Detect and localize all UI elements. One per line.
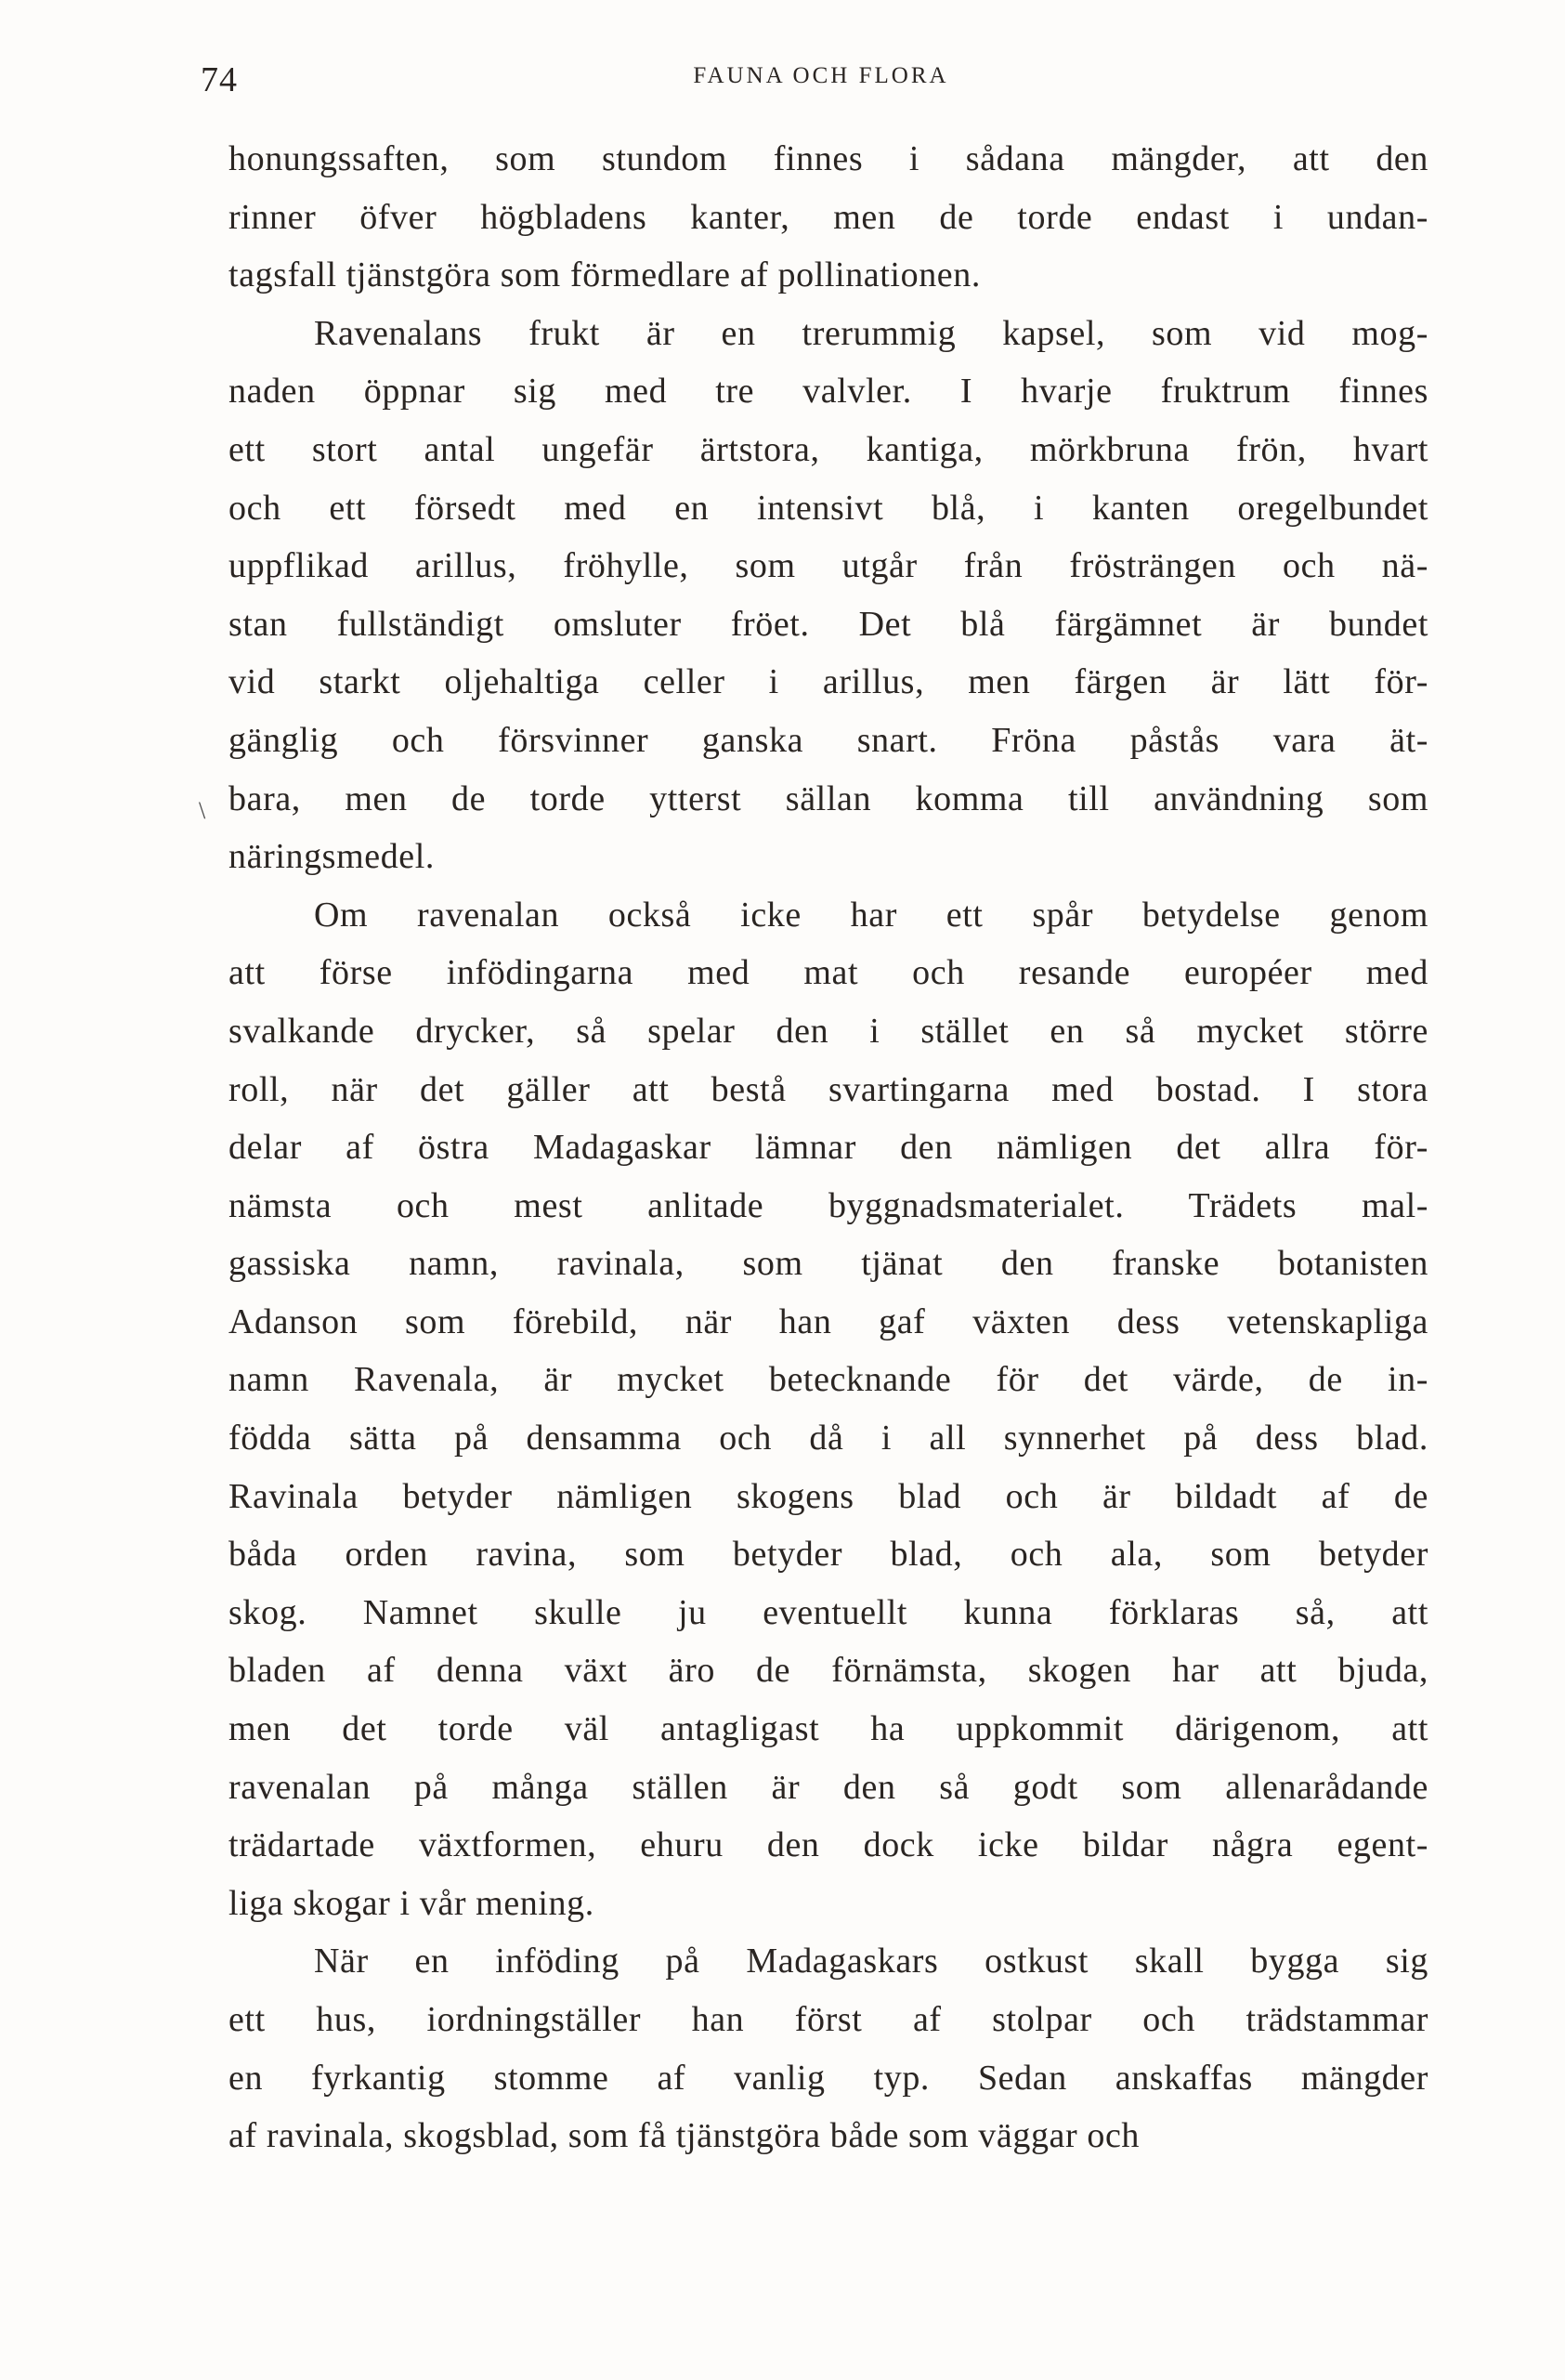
- page-header: [201, 59, 1441, 97]
- text-line: ett hus, iordningställer han först af stolpar och trädstammar: [228, 2000, 1428, 2039]
- text-line: af ravinala, skogsblad, som få tjänstgöra både som väggar och: [228, 2116, 1141, 2156]
- text-line: gänglig och försvinner ganska snart. Fröna påstås vara ät-: [228, 720, 1428, 760]
- running-head: FAUNA OCH FLORA: [693, 63, 949, 88]
- text-line: bladen af denna växt äro de förnämsta, skogen har att bjuda,: [228, 1651, 1428, 1691]
- text-line: Ravenalans frukt är en trerummig kapsel, som vid mog-: [314, 313, 1428, 353]
- text-line: Om ravenalan också icke har ett spår betydelse genom: [314, 895, 1428, 935]
- text-line: trädartade växtformen, ehuru den dock icke bildar några egent-: [228, 1825, 1428, 1865]
- text-line: Ravinala betyder nämligen skogens blad och är bildadt af de: [228, 1476, 1428, 1516]
- paragraph: [228, 305, 1428, 886]
- text-line: näringsmedel.: [228, 837, 436, 877]
- text-line: ett stort antal ungefär ärtstora, kantiga, mörkbruna frön, hvart: [228, 429, 1428, 469]
- margin-mark: \: [199, 797, 206, 824]
- text-line: födda sätta på densamma och då i all synnerhet på dess blad.: [228, 1419, 1428, 1458]
- text-line: rinner öfver högbladens kanter, men de torde endast i undan-: [228, 197, 1428, 237]
- text-line: naden öppnar sig med tre valvler. I hvarje fruktrum finnes: [228, 372, 1428, 412]
- page-number: 74: [201, 60, 238, 99]
- text-line: svalkande drycker, så spelar den i stället en så mycket större: [228, 1011, 1428, 1051]
- text-line: delar af östra Madagaskar lämnar den nämligen det allra för-: [228, 1128, 1428, 1168]
- text-line: tagsfall tjänstgöra som förmedlare af pollinationen.: [228, 255, 981, 295]
- text-line: båda orden ravina, som betyder blad, och ala, som betyder: [228, 1535, 1428, 1575]
- text-line: bara, men de torde ytterst sällan komma till användning som: [228, 778, 1428, 818]
- text-line: När en inföding på Madagaskars ostkust skall bygga sig: [314, 1942, 1428, 1981]
- text-line: uppflikad arillus, fröhylle, som utgår från frösträngen och nä-: [228, 546, 1428, 586]
- text-line: honungssaften, som stundom finnes i sådana mängder, att den: [228, 139, 1428, 178]
- paragraph: [228, 1932, 1428, 2164]
- text-line: en fyrkantig stomme af vanlig typ. Sedan anskaffas mängder: [228, 2058, 1428, 2098]
- text-line: vid starkt oljehaltiga celler i arillus, men färgen är lätt för-: [228, 662, 1428, 702]
- text-line: Adanson som förebild, när han gaf växten dess vetenskapliga: [228, 1301, 1428, 1341]
- text-line: men det torde väl antagligast ha uppkommit därigenom, att: [228, 1709, 1428, 1749]
- text-line: nämsta och mest anlitade byggnadsmaterialet. Trädets mal-: [228, 1185, 1428, 1225]
- body-text: [228, 130, 1428, 2165]
- text-line: liga skogar i vår mening.: [228, 1883, 594, 1923]
- text-line: namn Ravenala, är mycket betecknande för det värde, de in-: [228, 1360, 1428, 1400]
- text-line: stan fullständigt omsluter fröet. Det blå färgämnet är bundet: [228, 604, 1428, 644]
- paragraph: [228, 130, 1428, 305]
- text-line: ravenalan på många ställen är den så godt som allenarådande: [228, 1767, 1428, 1807]
- text-line: roll, när det gäller att bestå svartingarna med bostad. I stora: [228, 1069, 1428, 1109]
- text-line: att förse infödingarna med mat och resande européer med: [228, 953, 1428, 993]
- text-line: skog. Namnet skulle ju eventuellt kunna förklaras så, att: [228, 1592, 1428, 1632]
- text-line: och ett försedt med en intensivt blå, i kanten oregelbundet: [228, 488, 1428, 528]
- paragraph: [228, 886, 1428, 1933]
- text-line: gassiska namn, ravinala, som tjänat den franske botanisten: [228, 1244, 1428, 1284]
